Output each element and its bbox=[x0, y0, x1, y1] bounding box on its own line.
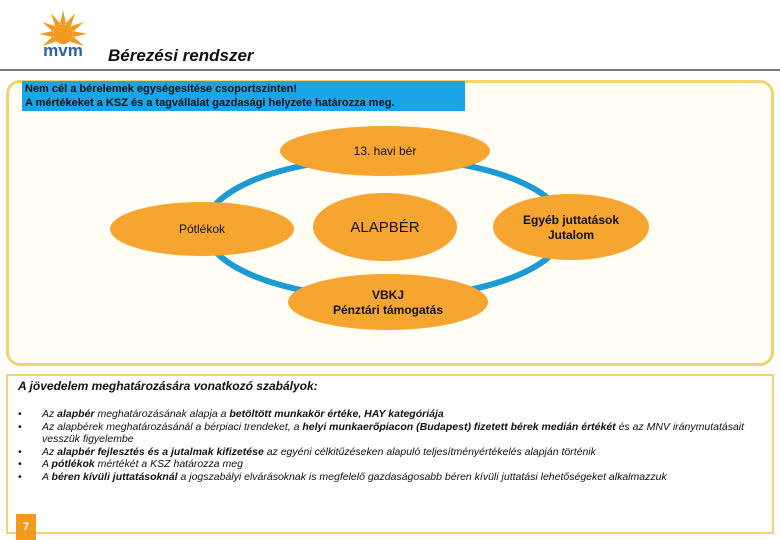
list-item: • Az alapbér fejlesztés és a jutalmak kifizetése az egyéni célkitűzéseken alapuló teljesítményértékelés alapján történik bbox=[18, 445, 596, 458]
list-item: • A pótlékok mértékét a KSZ határozza meg bbox=[18, 458, 243, 470]
label-vbkj-line-1: VBKJ bbox=[371, 288, 404, 302]
label-vbkj-line-2: Pénztári támogatás bbox=[332, 303, 444, 317]
rules-heading: A jövedelem meghatározására vonatkozó szabályok: bbox=[18, 379, 318, 393]
label-other-benefits-line-2: Jutalom bbox=[547, 228, 594, 242]
page-number: 7 bbox=[16, 514, 36, 540]
label-vbkj bbox=[288, 288, 488, 318]
list-item: • A béren kívüli juttatásoknál a jogszabályi elvárásoknak is megfelelő gazdaságosabb béren kívüli juttatási lehetőségeket alkalmazzuk bbox=[18, 470, 667, 483]
label-base-salary: ALAPBÉR bbox=[350, 219, 420, 236]
note-line-1: Nem cél a bérelemek egységesítése csoportszinten! bbox=[25, 83, 298, 95]
note-line-2: A mértékeket a KSZ és a tagvállalat gazdasági helyzete határozza meg. bbox=[25, 97, 395, 109]
logo-text: mvm bbox=[43, 41, 83, 60]
label-other-benefits bbox=[493, 213, 649, 243]
list-item: • Az alapbérek meghatározásánál a bérpiaci trendeket, a helyi munkaerőpiacon (Budapest) fizetett bérek medián értékét és az MNV iránymutatásait vesszük figyelembe bbox=[18, 420, 745, 445]
label-13th-month: 13. havi bér bbox=[353, 144, 417, 158]
list-item: • Az alapbér meghatározásának alapja a betöltött munkakör értéke, HAY kategóriája bbox=[18, 408, 444, 420]
rules-list bbox=[18, 408, 758, 483]
label-supplements: Pótlékok bbox=[178, 222, 226, 236]
page-title: Bérezési rendszer bbox=[108, 46, 254, 65]
label-other-benefits-line-1: Egyéb juttatások bbox=[522, 213, 620, 227]
